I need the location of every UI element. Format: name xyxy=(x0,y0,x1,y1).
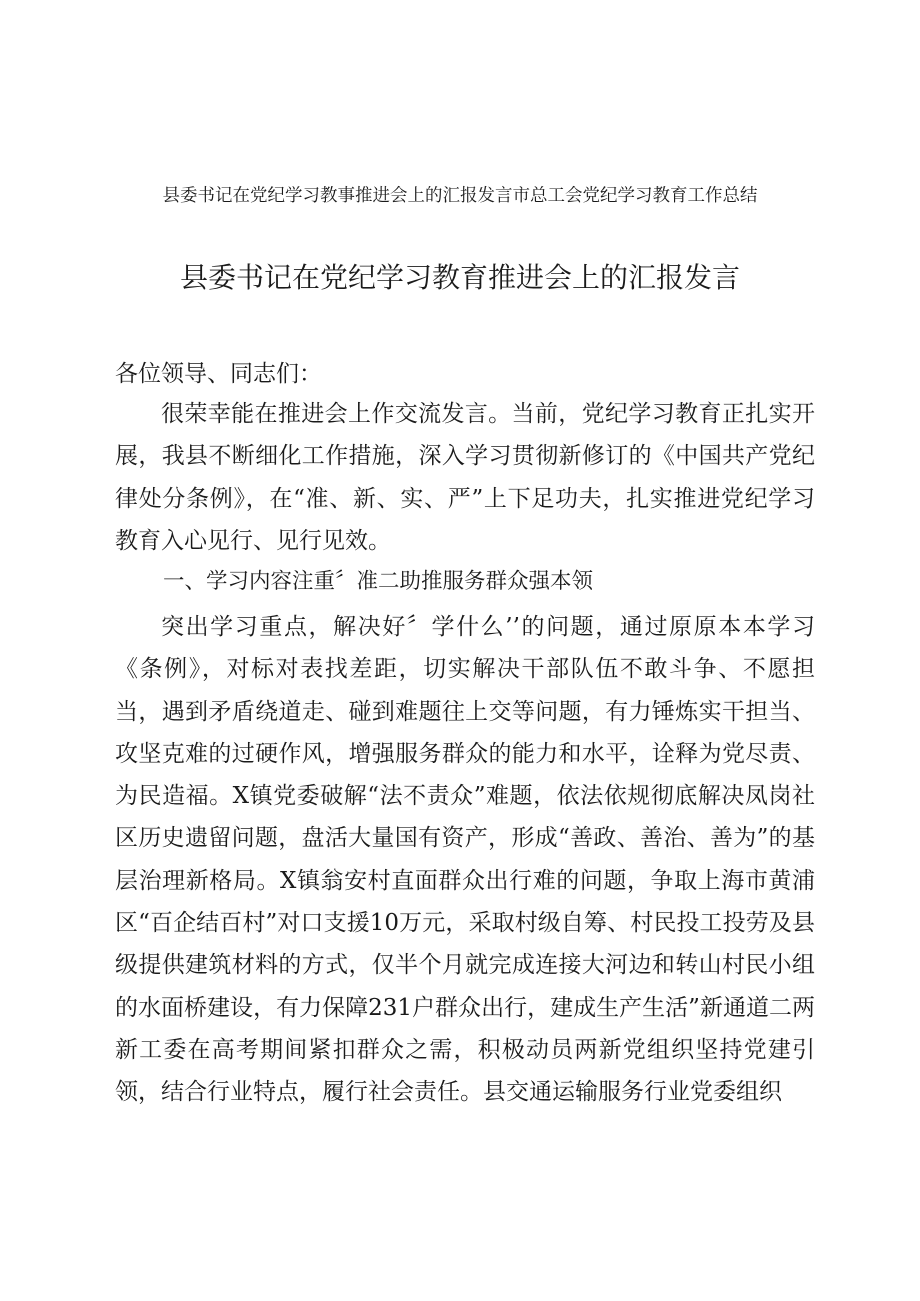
document-header-line: 县委书记在党纪学习教事推进会上的汇报发言市总工会党纪学习教育工作总结 xyxy=(162,186,758,206)
document-title: 县委书记在党纪学习教育推进会上的汇报发言 xyxy=(179,261,740,294)
section-heading-1: 一、学习内容注重〞准二助推服务群众强本领 xyxy=(163,569,594,594)
paragraph-section-1: 突出学习重点，解决好〞学什么’’的问题，通过原原本本学习《条例》，对标对表找差距，切实解决干部队伍不敢斗争、不愿担当，遇到矛盾绕道走、碰到难题往上交等问题，有力锤炼实干担当、攻坚克难的过硬作风，增强服务群众的能力和水平，诠释为党尽责、为民造福。X镇党委破解“法不责众”难题，依法依规彻底解决凤岗社区历史遗留问题，盘活大量国有资产，形成“善政、善治、善为”的基层治理新格局。X镇翁安村直面群众出行难的问题，争取上海市黄浦区“百企结百村”对口支援10万元，采取村级自筹、村民投工投劳及县级提供建筑材料的方式，仅半个月就完成连接大河边和转山村民小组的水面桥建设，有力保障231户群众出行，建成生产生活”新通道二两新工委在高考期间紧扣群众之需，积极动员两新党组织坚持党建引领，结合行业特点，履行社会责任。县交通运输服务行业党委组织 xyxy=(115,614,815,1106)
paragraph-intro: 很荣幸能在推进会上作交流发言。当前，党纪学习教育正扎实开展，我县不断细化工作措施，深入学习贯彻新修订的《中国共产党纪律处分条例》，在“准、新、实、严”上下足功夫，扎实推进党纪学习教育入心见行、见行见效。 xyxy=(115,401,815,554)
salutation: 各位领导、同志们： xyxy=(115,361,322,387)
